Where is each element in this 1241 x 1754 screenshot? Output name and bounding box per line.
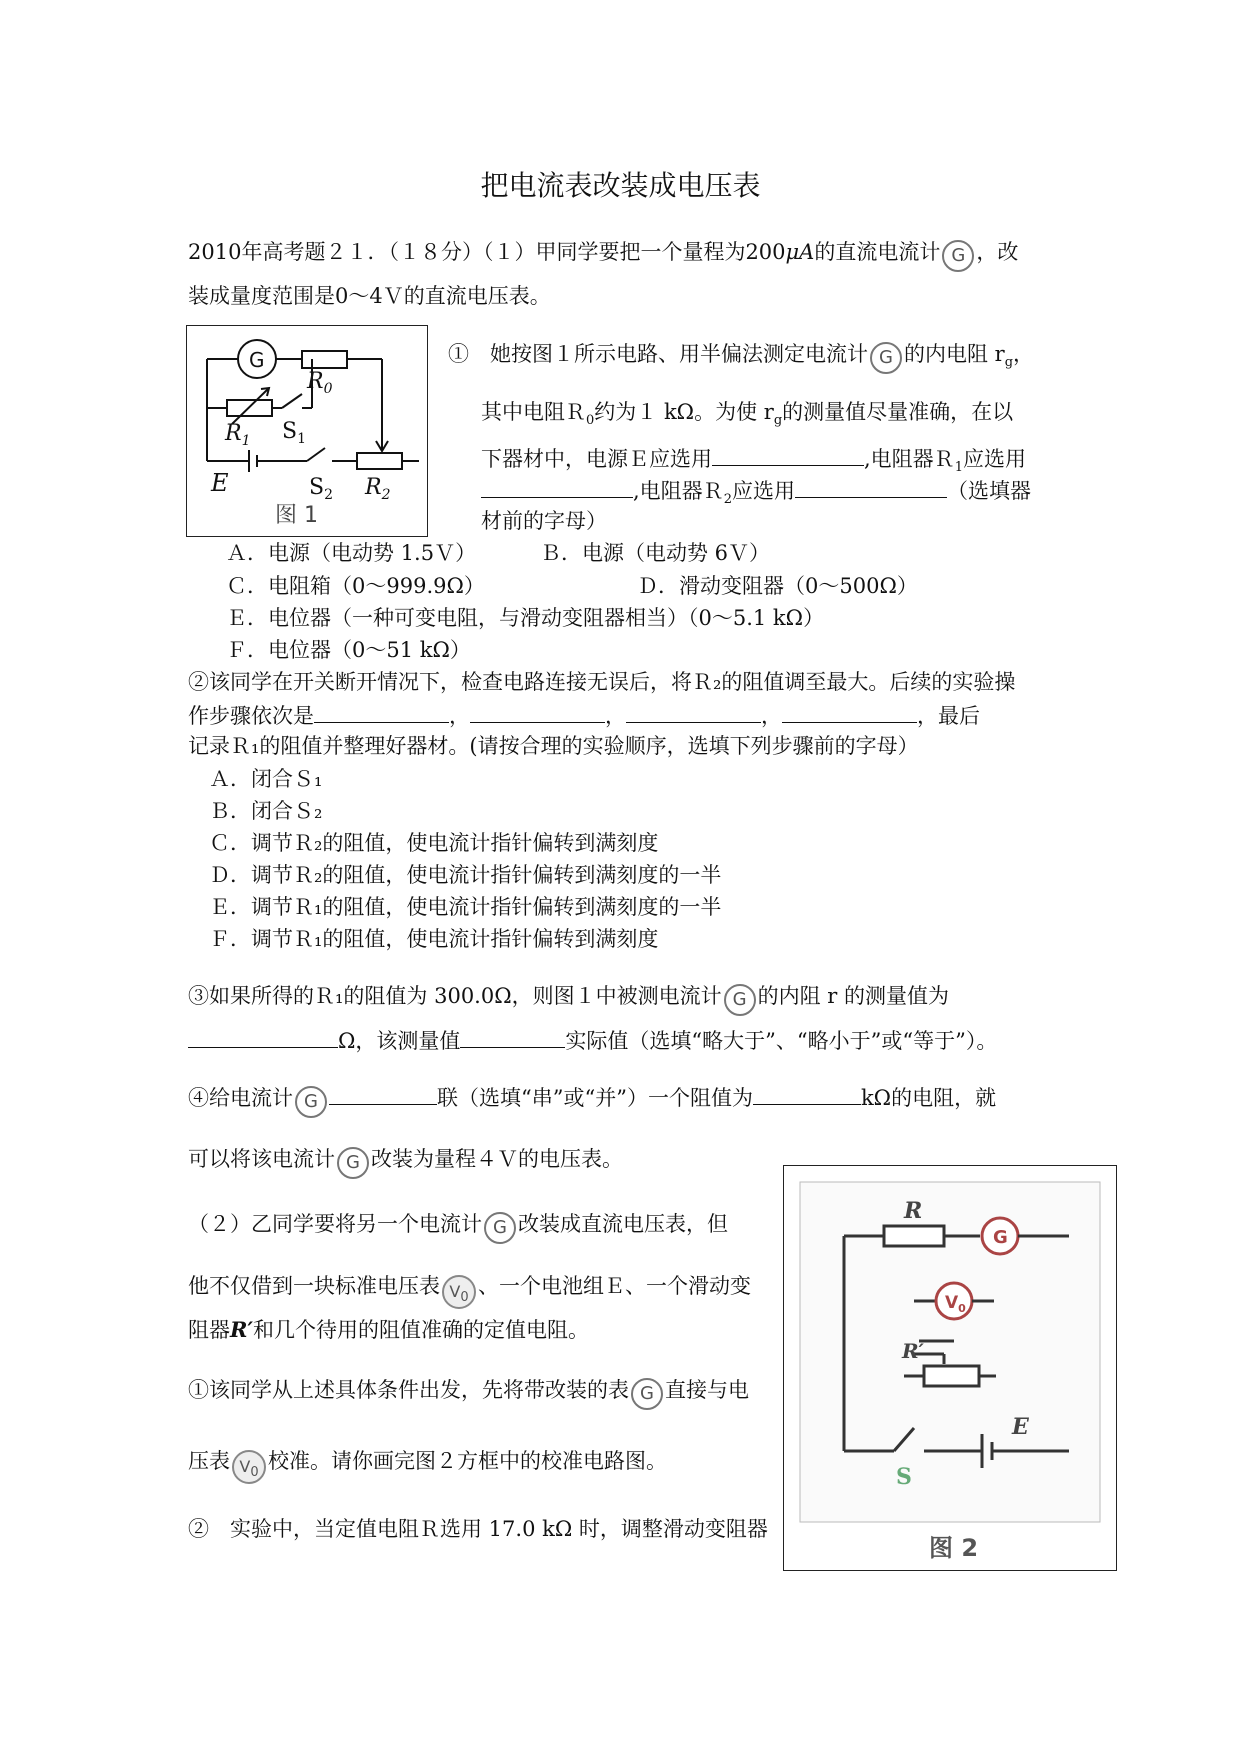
q4-l2-b: 改装为量程４Ｖ的电压表。 <box>371 1147 623 1171</box>
answer-blank-r1[interactable] <box>481 475 633 498</box>
q1-l3-b: ,电阻器Ｒ <box>864 447 955 471</box>
part2-line-2 <box>188 1272 751 1309</box>
q2-line-2 <box>188 700 980 730</box>
voltmeter-icon <box>232 1450 266 1484</box>
step-b: Ｂ．闭合Ｓ₂ <box>209 799 323 823</box>
step-d: Ｄ．调节Ｒ₂的阻值，使电流计指针偏转到满刻度的一半 <box>209 863 722 887</box>
voltmeter-icon-letter: V <box>239 1457 251 1476</box>
p2-l5-b: 校准。请你画完图２方框中的校准电路图。 <box>268 1449 667 1473</box>
galvanometer-icon: G <box>484 1212 516 1244</box>
circuit-diagram-2 <box>784 1166 1116 1570</box>
voltmeter-icon-sub: 0 <box>460 1290 469 1306</box>
svg-text:S1 <box>282 419 306 447</box>
answer-blank-step1[interactable] <box>314 700 449 723</box>
svg-text:R0 <box>306 369 333 397</box>
q1-l3-a: 下器材中，电源Ｅ应选用 <box>481 447 712 471</box>
fig2-r-label: R <box>904 1198 923 1224</box>
answer-blank-e[interactable] <box>712 443 864 466</box>
q4-line-2 <box>188 1145 623 1179</box>
q2-comma-2: ， <box>605 704 626 728</box>
p2-l3-sym: R′ <box>230 1317 253 1342</box>
fig1-caption: 图 1 <box>275 503 318 528</box>
part2-line-5 <box>188 1447 667 1484</box>
option-f: Ｆ．电位器（0～51 kΩ） <box>226 638 471 662</box>
q1-line-2 <box>481 398 1013 435</box>
intro-line-1 <box>188 238 1018 272</box>
fig1-r0-sub: 0 <box>323 381 333 397</box>
p2-l4-a: ①该同学从上述具体条件出发，先将带改装的表 <box>188 1378 629 1402</box>
q3-line-2 <box>188 1025 997 1055</box>
page-title: 把电流表改装成电压表 <box>480 169 761 202</box>
q1-l2-sub2: g <box>773 413 783 429</box>
unit-microampere: μA <box>785 240 815 264</box>
q2-l2-a: 作步骤依次是 <box>188 704 314 728</box>
p2-l3-a: 阻器 <box>188 1318 230 1342</box>
fig2-rprime-label: R′ <box>902 1339 924 1363</box>
answer-blank-r2[interactable] <box>795 475 947 498</box>
q2-comma-3: ， <box>761 704 782 728</box>
q1-l3-c: 应选用 <box>962 447 1026 471</box>
step-c: Ｃ．调节Ｒ₂的阻值，使电流计指针偏转到满刻度 <box>209 831 659 855</box>
fig2-g-label: G <box>993 1227 1008 1248</box>
part2-line-4 <box>188 1376 749 1410</box>
galvanometer-icon: G <box>631 1378 663 1410</box>
step-f: Ｆ．调节Ｒ₁的阻值，使电流计指针偏转到满刻度 <box>209 927 659 951</box>
part2-line-3 <box>188 1316 589 1344</box>
fig1-r1-label: R <box>225 421 242 446</box>
galvanometer-icon: G <box>295 1086 327 1118</box>
fig2-v-label: V <box>945 1293 959 1313</box>
p2-l4-b: 直接与电 <box>665 1378 749 1402</box>
q3-line-1 <box>188 982 949 1016</box>
intro-text-a: 2010年高考题２１．（１８分）（１）甲同学要把一个量程为200 <box>188 240 786 264</box>
q4-line-1 <box>188 1082 996 1118</box>
fig2-s-label: S <box>896 1464 912 1490</box>
q2-line-3: 记录Ｒ₁的阻值并整理好器材。(请按合理的实验顺序，选填下列步骤前的字母） <box>188 734 919 758</box>
q1-l4-b: 应选用 <box>731 479 795 503</box>
q3-l1-b: 的内阻 r 的测量值为 <box>757 984 950 1008</box>
figure-1 <box>186 325 428 537</box>
q1-line-1 <box>448 340 1034 377</box>
q1-l2-sub: 0 <box>586 413 595 429</box>
q1-text-a: ① 她按图１所示电路、用半偏法测定电流计 <box>448 342 868 366</box>
q3-l2-b: 实际值（选填“略大于”、“略小于”或“等于”）。 <box>565 1029 998 1053</box>
option-a: Ａ．电源（电动势 1.5Ｖ） <box>226 541 477 565</box>
q4-l1-b: 联（选填“串”或“并”）一个阻值为 <box>437 1086 753 1110</box>
part2-line-6: ② 实验中，当定值电阻Ｒ选用 17.0 kΩ 时，调整滑动变阻器 <box>188 1517 768 1541</box>
circuit-diagram-1 <box>187 326 427 536</box>
q1-l2-c: 的测量值尽量准确，在以 <box>782 400 1014 424</box>
option-c: Ｃ．电阻箱（0～999.9Ω） <box>226 574 485 598</box>
answer-blank-compare[interactable] <box>460 1025 565 1048</box>
p2-l1-b: 改装成直流电压表，但 <box>518 1212 728 1236</box>
fig2-v-sub: 0 <box>958 1302 966 1315</box>
fig1-s1-sub: 1 <box>297 431 306 447</box>
fig1-r2-sub: 2 <box>381 487 391 503</box>
svg-text:R2 <box>364 475 391 503</box>
answer-blank-resistance[interactable] <box>753 1082 861 1105</box>
fig1-e-label: E <box>211 469 229 497</box>
galvanometer-icon: G <box>724 984 756 1016</box>
voltmeter-icon-sub: 0 <box>250 1465 259 1481</box>
p2-l3-b: 和几个待用的阻值准确的定值电阻。 <box>253 1318 589 1342</box>
q4-l1-a: ④给电流计 <box>188 1086 293 1110</box>
p2-l1-a: （２）乙同学要将另一个电流计 <box>188 1212 482 1236</box>
q1-line-5: 材前的字母） <box>481 509 607 533</box>
fig2-e-label: E <box>1012 1414 1029 1440</box>
intro-text-c: ，改 <box>976 240 1019 264</box>
svg-text:S2 <box>309 475 333 503</box>
p2-l5-a: 压表 <box>188 1449 230 1473</box>
p2-l2-a: 他不仅借到一块标准电压表 <box>188 1274 440 1298</box>
galvanometer-icon: G <box>942 240 974 272</box>
intro-text-b: 的直流电流计 <box>814 240 941 264</box>
q2-comma-1: ， <box>449 704 470 728</box>
voltmeter-icon-letter: V <box>449 1282 461 1301</box>
answer-blank-connection[interactable] <box>329 1082 437 1105</box>
svg-text:R1 <box>224 421 251 449</box>
q3-l2-a: Ω，该测量值 <box>338 1029 461 1053</box>
galvanometer-icon: G <box>337 1147 369 1179</box>
fig1-r0-label: R <box>307 369 324 394</box>
q1-l2-a: 其中电阻Ｒ <box>481 400 586 424</box>
q3-l1-a: ③如果所得的Ｒ₁的阻值为 300.0Ω，则图１中被测电流计 <box>188 984 722 1008</box>
intro-line-2: 装成量度范围是0～4Ｖ的直流电压表。 <box>188 284 551 308</box>
q4-l1-c: kΩ的电阻，就 <box>860 1086 997 1110</box>
q2-l2-b: ，最后 <box>917 704 980 728</box>
p2-l2-b: 、一个电池组Ｅ、一个滑动变 <box>478 1274 751 1298</box>
q4-l2-a: 可以将该电流计 <box>188 1147 335 1171</box>
fig1-s2-sub: 2 <box>324 487 333 503</box>
answer-blank-r-value[interactable] <box>188 1025 338 1048</box>
step-e: Ｅ．调节Ｒ₁的阻值，使电流计指针偏转到满刻度的一半 <box>209 895 722 919</box>
q1-sub-g: g <box>1004 355 1014 371</box>
q1-text-b: 的内电阻 r <box>904 342 1005 366</box>
part2-line-1 <box>188 1210 728 1244</box>
q1-l3-sub: 1 <box>954 460 963 476</box>
q2-line-1: ②该同学在开关断开情况下，检查电路连接无误后，将Ｒ₂的阻值调至最大。后续的实验操 <box>188 670 1016 694</box>
q1-l4-c: （选填器 <box>946 479 1031 503</box>
q1-l4-sub: 2 <box>723 492 732 508</box>
galvanometer-icon: G <box>870 342 902 374</box>
answer-blank-step3[interactable] <box>626 700 761 723</box>
fig1-r1-sub: 1 <box>241 433 251 449</box>
fig1-s1-label: S <box>282 419 298 444</box>
fig2-caption: 图 2 <box>929 1534 979 1562</box>
step-a: Ａ．闭合Ｓ₁ <box>209 767 323 791</box>
q1-l2-b: 约为１ kΩ。为使 r <box>594 400 774 424</box>
option-d: Ｄ．滑动变阻器（0～500Ω） <box>637 574 918 598</box>
fig1-r2-label: R <box>365 475 382 500</box>
option-b: Ｂ．电源（电动势 6Ｖ） <box>540 541 771 565</box>
q1-l4-a: ,电阻器Ｒ <box>633 479 724 503</box>
q1-text-c: ， <box>1013 342 1035 366</box>
voltmeter-icon <box>442 1275 476 1309</box>
answer-blank-step2[interactable] <box>470 700 605 723</box>
answer-blank-step4[interactable] <box>782 700 917 723</box>
fig1-g-label: G <box>249 348 265 372</box>
option-e: Ｅ．电位器（一种可变电阻，与滑动变阻器相当）（0～5.1 kΩ） <box>226 606 825 630</box>
fig1-s2-label: S <box>309 475 325 500</box>
figure-2 <box>783 1165 1117 1571</box>
